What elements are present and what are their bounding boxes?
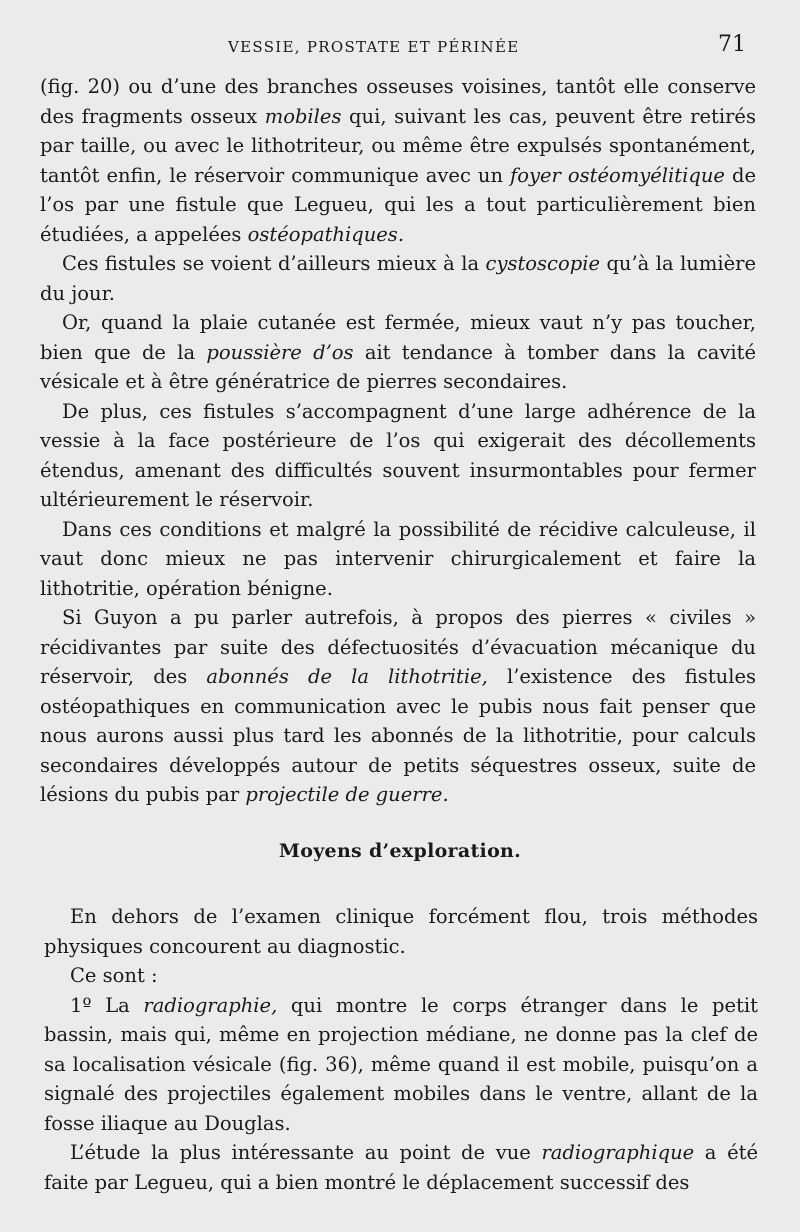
text-run: Ce sont : <box>70 964 158 987</box>
italic-text: radiographie, <box>143 993 278 1017</box>
text-run: l’existence des fistules ostéopathiques en communication avec le pubis nous fait penser que nous aurons aussi plus tard les abonnés de la lithotritie, pour calculs secondaires développés autour de petits séquestres osseux, suite de lésions du pubis par <box>40 665 756 806</box>
paragraph <box>40 603 756 810</box>
text-run: Si Guyon a pu parler autrefois, à propos des pierres « civiles » récidivantes par suite des défectuosités d’évacuation mécanique du réservoir, des <box>40 606 756 688</box>
text-run: a été faite par Legueu, qui a bien montré le déplacement successif des <box>44 1141 758 1194</box>
italic-text: cystoscopie <box>485 252 600 275</box>
text-run: (fig. 20) ou d’une des branches osseuses voisines, tantôt elle conserve des fragments osseux <box>40 75 756 128</box>
italic-text: abonnés de la lithotritie, <box>206 665 488 688</box>
text-run: En dehors de l’examen clinique forcément flou, trois méthodes physiques concourent au diagnostic. <box>44 905 758 958</box>
paragraph <box>40 397 756 515</box>
italic-text: mobiles <box>264 104 342 128</box>
paragraph <box>44 1138 758 1197</box>
text-run: De plus, ces fistules s’accompagnent d’une large adhérence de la vessie à la face postérieure de l’os qui exigerait des décollements étendus, amenant des difficultés souvent insurmontables pour fermer ultérieurement le réservoir. <box>40 399 756 511</box>
text-run: L’étude la plus intéressante au point de vue <box>70 1141 542 1164</box>
paragraph <box>44 991 758 1139</box>
text-run: qu’à la lumière du jour. <box>40 252 756 305</box>
text-run: qui, suivant les cas, peuvent être retirés par taille, ou avec le lithotriteur, ou même être expulsés spontanément, tantôt enfin, le réservoir communique avec un <box>40 104 756 187</box>
text-run: Or, quand la plaie cutanée est fermée, mieux vaut n’y pas toucher, bien que de la <box>40 311 756 364</box>
italic-text: poussière d’os <box>206 340 354 364</box>
page-header <box>0 30 800 64</box>
text-run: 1º La <box>70 993 144 1017</box>
text-run: Ces fistules se voient d’ailleurs mieux à la <box>62 252 486 275</box>
paragraph <box>40 308 756 397</box>
paragraph <box>40 72 756 249</box>
italic-text: projectile de guerre. <box>245 783 449 806</box>
paragraph <box>44 961 758 991</box>
text-run: Dans ces conditions et malgré la possibilité de récidive calculeuse, il vaut donc mieux ne pas intervenir chirurgicalement et faire la lithotritie, opération bénigne. <box>40 517 756 600</box>
body-text-section-2 <box>44 902 758 1197</box>
paragraph <box>44 902 758 961</box>
text-run: de l’os par une fistule que Legueu, qui les a tout particulièrement bien étudiées, a appelées <box>40 163 756 246</box>
text-run: ait tendance à tomber dans la cavité vésicale et à être génératrice de pierres secondaires. <box>40 340 756 393</box>
body-text-section-1 <box>40 72 756 810</box>
section-heading: Moyens d’exploration. <box>278 840 522 862</box>
paragraph <box>40 515 756 604</box>
page-number: 71 <box>718 32 746 57</box>
running-title: VESSIE, PROSTATE ET PÉRINÉE <box>228 38 520 56</box>
italic-text: radiographique <box>541 1141 695 1164</box>
italic-text: ostéopathiques. <box>247 222 405 246</box>
text-run: qui montre le corps étranger dans le petit bassin, mais qui, même en projection médiane, ne donne pas la clef de sa localisation vésicale (fig. 36), même quand il est mobile, puisqu’on a signalé des projectiles également mobiles dans le ventre, allant de la fosse iliaque au Douglas. <box>44 993 758 1135</box>
italic-text: foyer ostéomyélitique <box>510 163 725 187</box>
paragraph <box>40 249 756 308</box>
